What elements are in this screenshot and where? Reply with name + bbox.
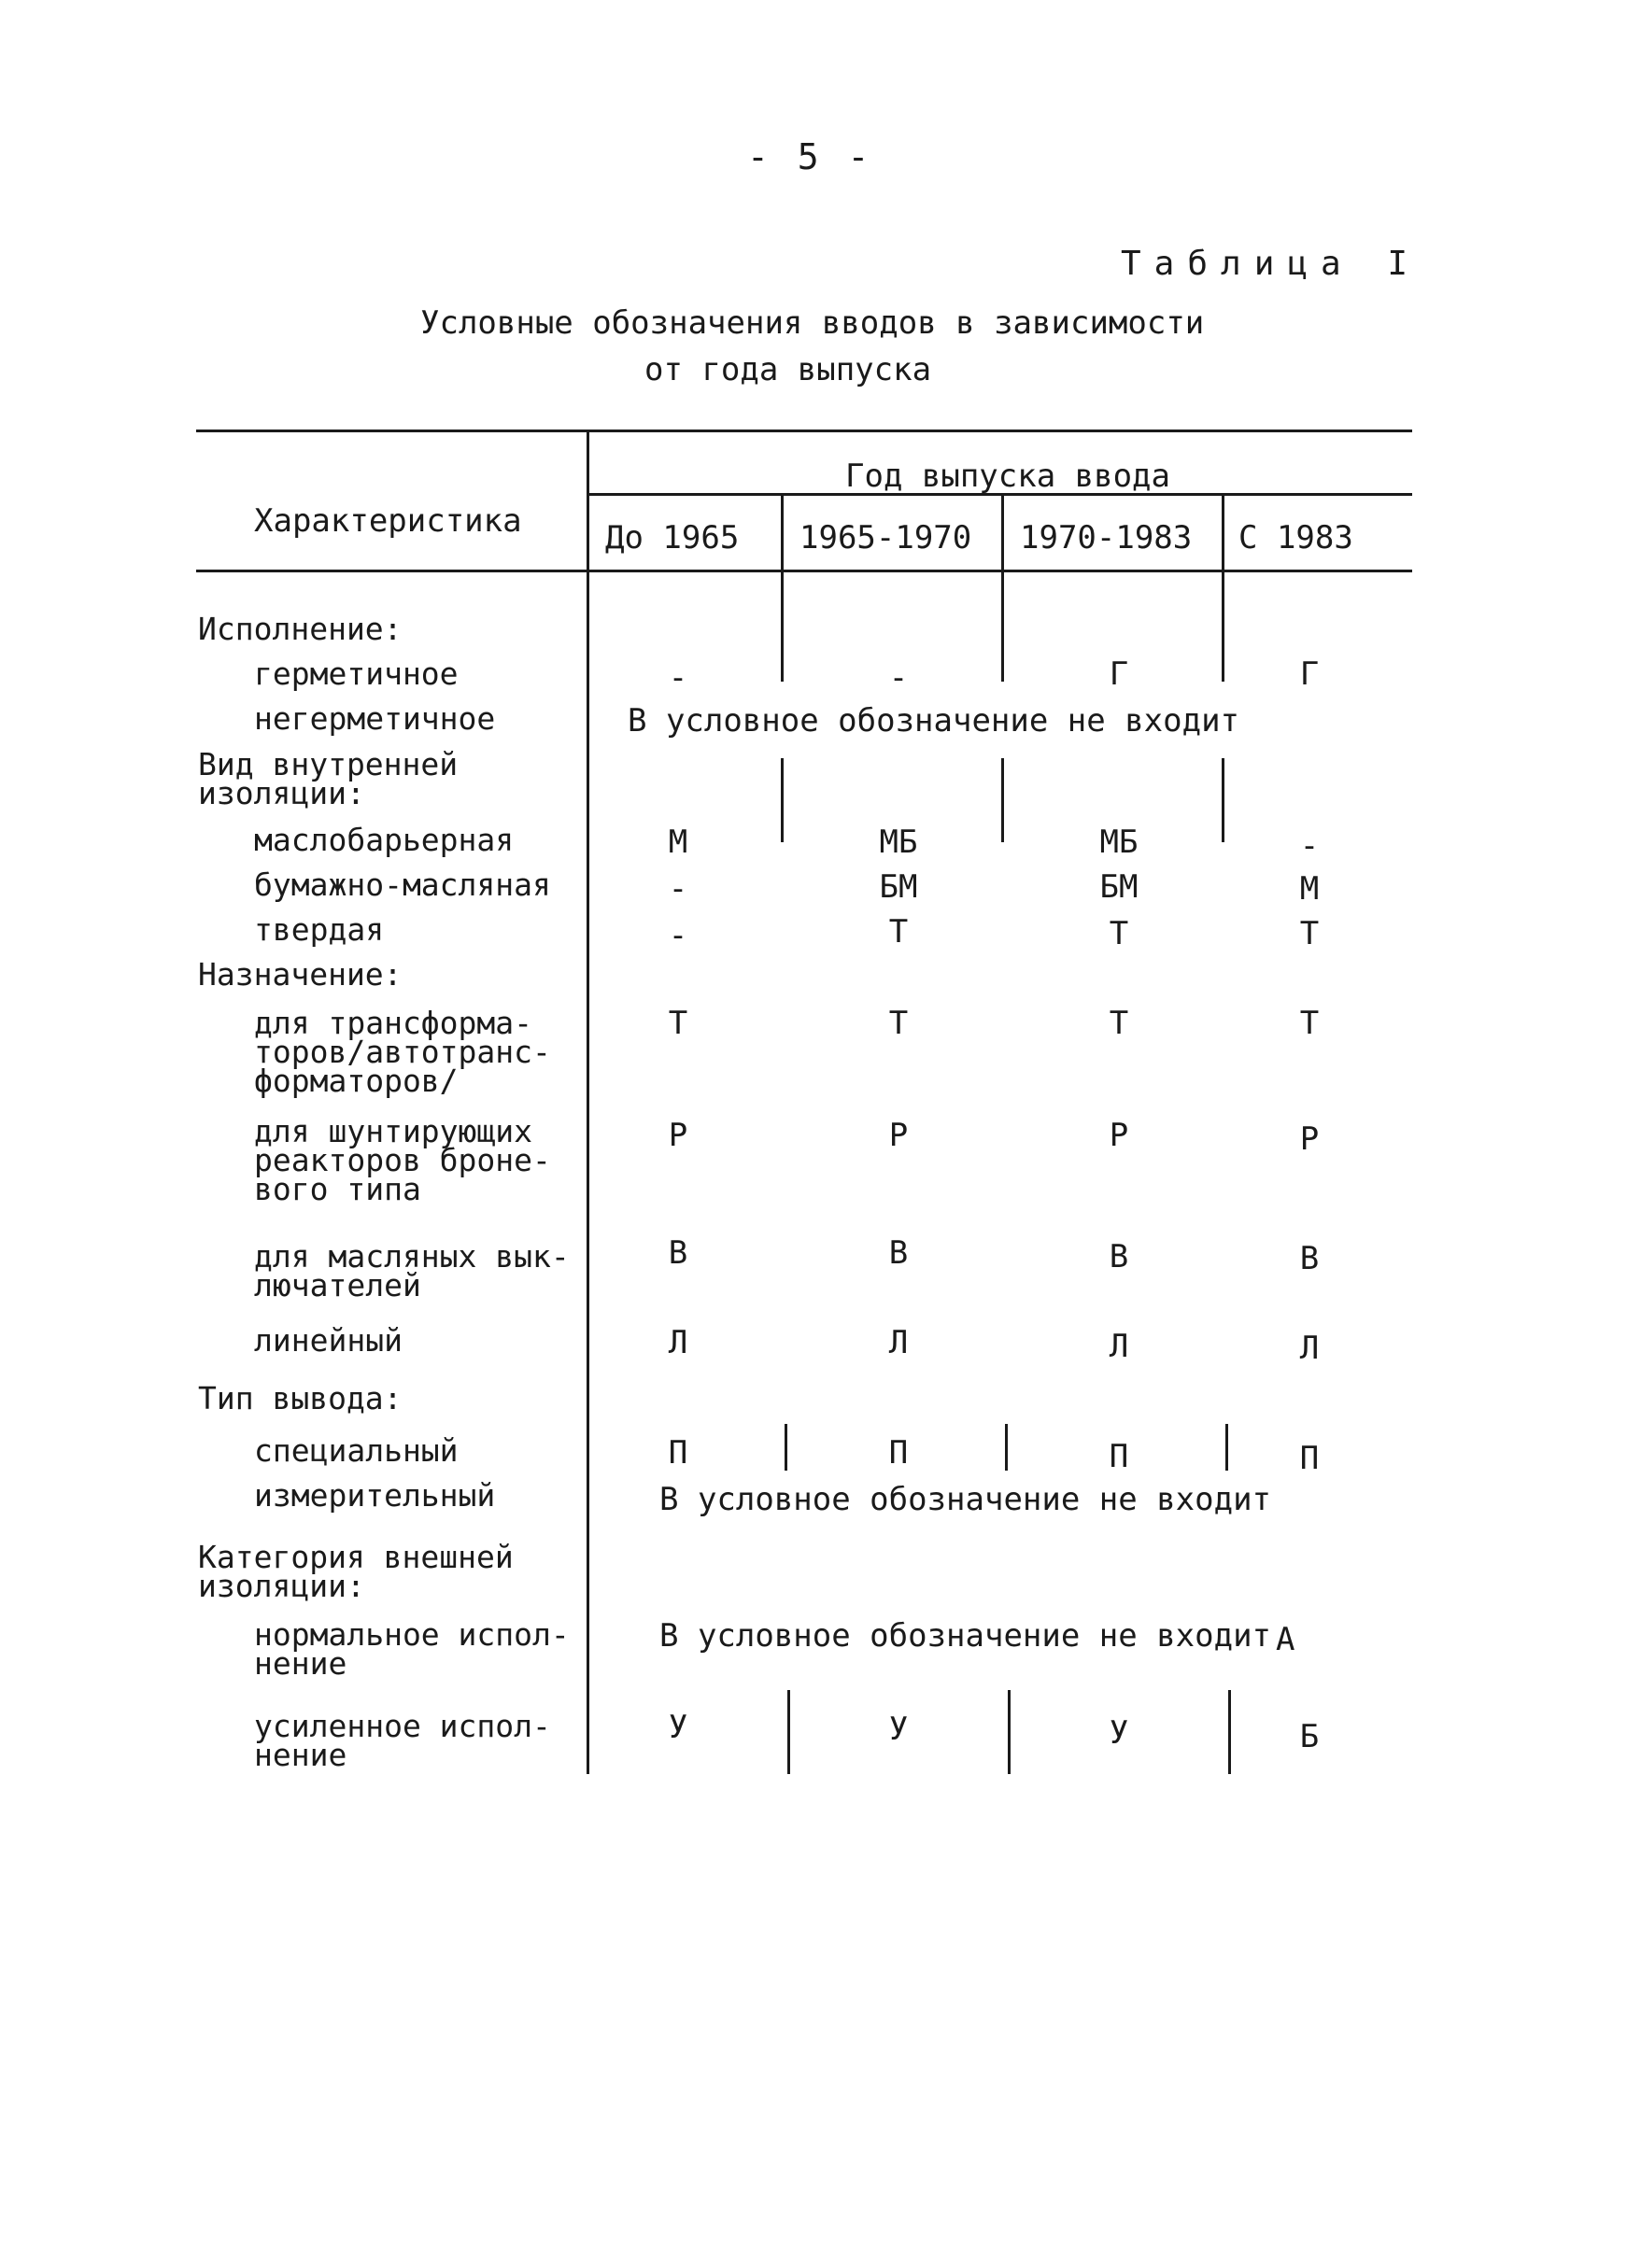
span-non-hermetic: В условное обозначение не входит — [628, 702, 1240, 740]
col-separator-2a — [1001, 495, 1004, 682]
col-separator-1b — [781, 758, 784, 842]
header-col-3: 1970-1983 — [1020, 519, 1193, 556]
cell-hermetic-c2: - — [888, 659, 909, 697]
cell-solid-c2: Т — [888, 913, 909, 951]
cell-special-c3: П — [1109, 1438, 1129, 1475]
cell-solid-c3: Т — [1109, 915, 1129, 952]
col-separator-2c — [1005, 1424, 1008, 1471]
cell-oil-breakers-c3: В — [1109, 1238, 1129, 1275]
row-label-external-insulation: Категория внешней изоляции: — [198, 1539, 514, 1604]
cell-linear-c1: Л — [668, 1324, 688, 1361]
col-separator-2b — [1001, 758, 1004, 842]
cell-hermetic-c1: - — [668, 659, 688, 697]
row-label-non-hermetic: негерметичное — [254, 700, 496, 737]
table-caption-line-2: от года выпуска — [644, 351, 932, 388]
cell-normal-execution-c4: А — [1276, 1621, 1295, 1658]
cell-hermetic-c3: Г — [1109, 655, 1129, 693]
cell-paper-oil-c4: М — [1299, 870, 1320, 908]
cell-shunt-reactors-c2: Р — [888, 1117, 909, 1154]
page-number: - 5 - — [747, 136, 873, 177]
cell-solid-c1: - — [668, 917, 688, 954]
cell-paper-oil-c3: БМ — [1099, 868, 1139, 906]
cell-special-c1: П — [668, 1434, 688, 1472]
col-separator-2d — [1008, 1690, 1011, 1774]
cell-oil-breakers-c2: В — [888, 1234, 909, 1272]
col-separator-1a — [781, 495, 784, 682]
table-label: Таблица I — [1121, 245, 1422, 283]
cell-shunt-reactors-c1: Р — [668, 1117, 688, 1154]
row-label-internal-insulation: Вид внутренней изоляции: — [198, 746, 459, 811]
cell-reinforced-c2: У — [888, 1711, 909, 1748]
cell-shunt-reactors-c4: Р — [1299, 1120, 1320, 1158]
col-separator-1c — [785, 1424, 787, 1471]
cell-linear-c2: Л — [888, 1324, 909, 1361]
label-column-separator — [587, 431, 589, 1774]
row-label-execution: Исполнение: — [198, 611, 403, 647]
row-label-measuring: измерительный — [254, 1477, 496, 1514]
col-separator-3d — [1228, 1690, 1231, 1774]
row-label-oil-breakers: для масляных вык- лючателей — [254, 1238, 570, 1303]
row-label-oil-barrier: маслобарьерная — [254, 822, 515, 858]
cell-oil-breakers-c1: В — [668, 1234, 688, 1272]
col-separator-3c — [1225, 1424, 1228, 1471]
span-normal-execution: В условное обозначение не входит — [659, 1617, 1272, 1655]
cell-transformers-c4: Т — [1299, 1005, 1320, 1042]
cell-oil-barrier-c1: М — [668, 824, 688, 861]
cell-oil-barrier-c3: МБ — [1099, 824, 1139, 861]
cell-transformers-c2: Т — [888, 1005, 909, 1042]
cell-reinforced-c3: У — [1109, 1714, 1129, 1752]
cell-oil-breakers-c4: В — [1299, 1240, 1320, 1277]
row-label-purpose: Назначение: — [198, 956, 403, 993]
cell-linear-c3: Л — [1109, 1328, 1129, 1365]
col-separator-1d — [787, 1690, 790, 1774]
cell-paper-oil-c2: БМ — [879, 868, 918, 906]
col-separator-3a — [1222, 495, 1224, 682]
row-label-output-type: Тип вывода: — [198, 1380, 403, 1416]
cell-reinforced-c4: Б — [1299, 1718, 1320, 1755]
span-measuring: В условное обозначение не входит — [659, 1481, 1272, 1518]
header-bottom-rule — [196, 570, 1412, 572]
cell-oil-barrier-c4: - — [1299, 827, 1320, 865]
cell-special-c4: П — [1299, 1440, 1320, 1477]
cell-transformers-c3: Т — [1109, 1005, 1129, 1042]
cell-reinforced-c1: У — [668, 1709, 688, 1746]
row-label-normal-execution: нормальное испол- нение — [254, 1616, 570, 1682]
header-characteristic: Характеристика — [254, 502, 522, 540]
col-separator-3b — [1222, 758, 1224, 842]
row-label-linear: линейный — [254, 1322, 403, 1359]
cell-transformers-c1: Т — [668, 1005, 688, 1042]
cell-oil-barrier-c2: МБ — [879, 824, 918, 861]
cell-linear-c4: Л — [1299, 1330, 1320, 1367]
table-top-rule — [196, 430, 1412, 432]
header-col-4: С 1983 — [1238, 519, 1353, 556]
row-label-solid: твердая — [254, 911, 385, 948]
row-label-shunt-reactors: для шунтирующих реакторов броне- вого типа — [254, 1113, 551, 1207]
row-label-reinforced-execution: усиленное испол- нение — [254, 1708, 551, 1773]
table-caption-line-1: Условные обозначения вводов в зависимости — [420, 304, 1205, 342]
header-col-1: До 1965 — [605, 519, 740, 556]
row-label-transformers: для трансформа- торов/автотранс- форматоров/ — [254, 1005, 551, 1099]
header-col-2: 1965-1970 — [799, 519, 972, 556]
cell-shunt-reactors-c3: Р — [1109, 1117, 1129, 1154]
cell-paper-oil-c1: - — [668, 870, 688, 908]
cell-special-c2: П — [888, 1434, 909, 1472]
row-label-special: специальный — [254, 1432, 459, 1469]
row-label-paper-oil: бумажно-масляная — [254, 866, 551, 903]
cell-solid-c4: Т — [1299, 915, 1320, 952]
header-year-group: Год выпуска ввода — [845, 458, 1170, 495]
row-label-hermetic: герметичное — [254, 655, 459, 692]
cell-hermetic-c4: Г — [1299, 655, 1320, 693]
